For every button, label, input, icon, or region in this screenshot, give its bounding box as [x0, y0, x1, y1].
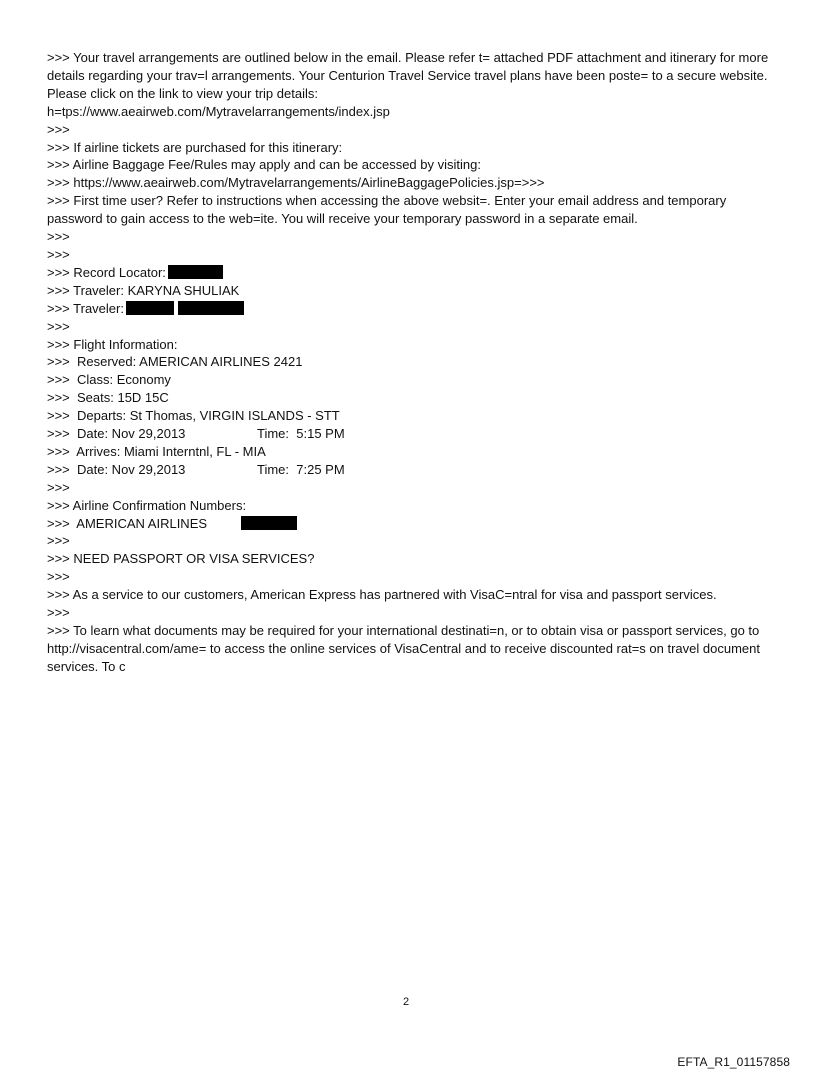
depart-date-row [47, 425, 769, 443]
redaction-box [178, 301, 244, 315]
blank-line: >>> [47, 533, 70, 549]
record-locator-row [47, 264, 769, 282]
arrive-time: Time: 7:25 PM [257, 461, 345, 477]
depart-date: >>> Date: Nov 29,2013 [47, 426, 186, 442]
blank-line: >>> [47, 121, 70, 137]
passport-heading: >>> NEED PASSPORT OR VISA SERVICES? [47, 551, 315, 567]
email-body [47, 49, 769, 676]
intro-paragraph: >>> Your travel arrangements are outlined below in the email. Please refer t= attached PDF attachment and itinerary for more details regarding your trav=l arrangements. Your Centurion Travel Service travel plans have been poste= to a secure website. Please click on the link to view your trip details: [47, 50, 769, 101]
arrive-date-row [47, 461, 769, 479]
visa-paragraph: >>> To learn what documents may be required for your international destinati=n, or to obtain visa or passport services, go to http://visacentral.com/ame= to access the online services of VisaCentral and to receive discounted rat=s on travel document services. To c [47, 623, 760, 674]
first-time-paragraph: >>> First time user? Refer to instructions when accessing the above websit=. Enter your email address and temporary password to gain access to the web=ite. You will receive your temporary password in a separate email. [47, 193, 727, 227]
arrives-line: >>> Arrives: Miami Interntnl, FL - MIA [47, 443, 266, 459]
blank-line: >>> [47, 318, 70, 334]
document-id: EFTA_R1_01157858 [677, 1055, 790, 1069]
blank-line: >>> [47, 605, 70, 621]
tickets-note: >>> If airline tickets are purchased for this itinerary: [47, 139, 343, 155]
blank-line: >>> [47, 246, 70, 262]
trip-details-link: h=tps://www.aeairweb.com/Mytravelarrangements/index.jsp [47, 103, 390, 119]
traveler-1: >>> Traveler: KARYNA SHULIAK [47, 282, 240, 298]
blank-line: >>> [47, 229, 70, 245]
blank-line: >>> [47, 569, 70, 585]
amex-note: >>> As a service to our customers, American Express has partnered with VisaC=ntral for visa and passport services. [47, 587, 717, 603]
page-number: 2 [403, 996, 410, 1008]
depart-time: Time: 5:15 PM [257, 426, 345, 442]
confirmation-airline: >>> AMERICAN AIRLINES [47, 515, 208, 531]
baggage-note: >>> Airline Baggage Fee/Rules may apply and can be accessed by visiting: [47, 157, 481, 173]
reserved-line: >>> Reserved: AMERICAN AIRLINES 2421 [47, 354, 303, 370]
confirmation-heading: >>> Airline Confirmation Numbers: [47, 497, 247, 513]
redaction-box [168, 265, 223, 279]
traveler-2-label: >>> Traveler: [47, 300, 124, 316]
departs-line: >>> Departs: St Thomas, VIRGIN ISLANDS - STT [47, 408, 340, 424]
blank-line: >>> [47, 479, 70, 495]
arrive-date: >>> Date: Nov 29,2013 [47, 461, 186, 477]
seats-line: >>> Seats: 15D 15C [47, 390, 169, 406]
confirmation-row [47, 515, 769, 533]
record-locator-label: >>> Record Locator: [47, 264, 166, 280]
redaction-box [241, 516, 297, 530]
traveler-2-row [47, 300, 769, 318]
class-line: >>> Class: Economy [47, 372, 171, 388]
flight-info-heading: >>> Flight Information: [47, 336, 178, 352]
redaction-box [126, 301, 174, 315]
baggage-url: >>> https://www.aeairweb.com/Mytravelarrangements/AirlineBaggagePolicies.jsp=>>> [47, 175, 545, 191]
